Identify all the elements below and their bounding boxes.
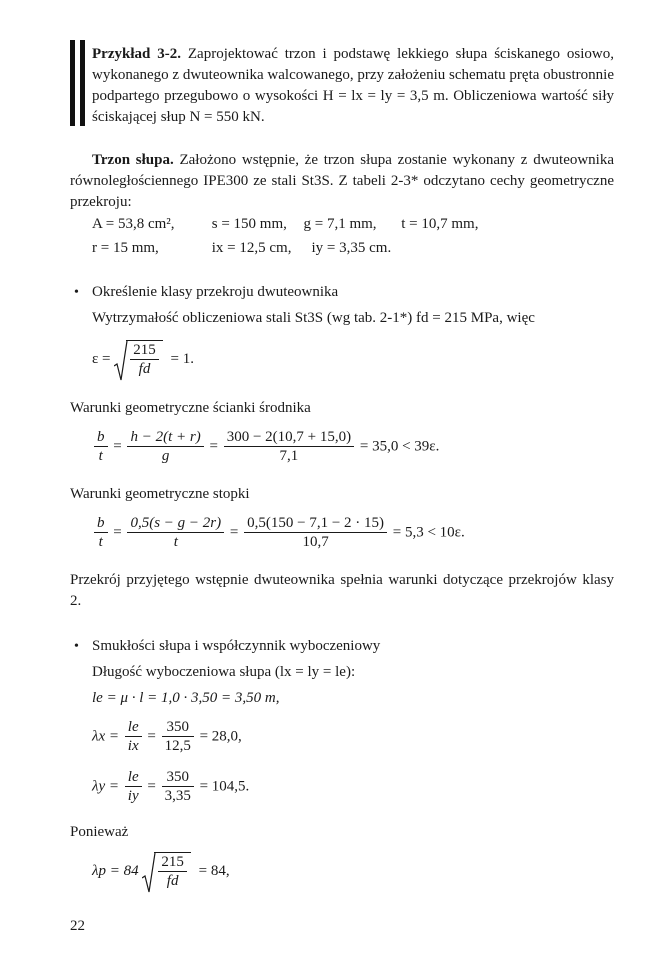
- lambda-y-f1-den: iy: [125, 786, 142, 805]
- web-equation: $\frac{b}{t}$ = $\frac{h - 2(t + r)}{g}$ = $\frac{300 - 2(10,7 + 15,0)}{7,1}$ = 35,0 < 39ε.: [92, 428, 439, 465]
- lambda-x-f1-num: le: [127, 719, 139, 735]
- geom-iy: iy = 3,35 cm.: [311, 240, 392, 256]
- eps-rhs: = 1.: [170, 351, 194, 367]
- flange-heading: Warunki geometryczne stopki: [70, 486, 250, 502]
- flange-f2-den: t: [127, 532, 224, 551]
- flange-equation: $\frac{b}{t}$ = $\frac{0,5(s - g - 2r)}{t}$ = $\frac{0,5(150 - 7,1 - 2 \cdot 15)}{10,7}$ = 5,3 < 10ε.: [92, 514, 465, 551]
- le-equation: le = μ · l = 1,0 · 3,50 = 3,50 m,: [92, 690, 280, 706]
- ponieważ-label: Ponieważ: [70, 824, 129, 840]
- lambda-p-sqrt: [142, 852, 191, 890]
- flange-f1-num: b: [97, 515, 105, 531]
- lambda-x-f2-num: 350: [166, 719, 189, 735]
- lambda-x-equation: λx = $\frac{le}{ix}$ = $\frac{350}{12,5}$ = 28,0,: [92, 719, 242, 754]
- section2-heading: Smukłości słupa i współczynnik wyboczeniowy: [92, 638, 381, 654]
- margin-bar-left: [70, 40, 75, 126]
- section1-text: Wytrzymałość obliczeniowa stali St3S (wg tab. 2-1*) fd = 215 MPa, więc: [92, 310, 535, 326]
- lambda-y-f2-num: 350: [166, 769, 189, 785]
- geometry-row-2: [92, 238, 391, 259]
- geom-r: r = 15 mm,: [92, 240, 159, 256]
- lambda-x-lhs: λx =: [92, 728, 120, 745]
- eps-den: fd: [130, 359, 159, 378]
- margin-bar-right: [80, 40, 85, 126]
- lambda-p-num: 215: [161, 854, 184, 870]
- flange-f1-den: t: [94, 532, 108, 551]
- lambda-p-equation: [92, 852, 230, 890]
- lambda-y-f2-den: 3,35: [162, 786, 194, 805]
- sqrt-sign-icon: [114, 340, 128, 382]
- trzon-text: Założono wstępnie, że trzon słupa zostanie wykonany z dwuteownika równoległościennego IPE300 ze stali St3S. Z tabeli 2-3* odczytano cechy geometryczne przekroju:: [70, 152, 615, 210]
- lambda-x-result: = 28,0,: [199, 728, 242, 745]
- lambda-y-lhs: λy =: [92, 778, 120, 795]
- flange-f2-num: 0,5(s − g − 2r): [130, 515, 222, 531]
- lambda-y-f1-num: le: [127, 769, 139, 785]
- flange-result: = 5,3 < 10ε.: [392, 524, 465, 541]
- eps-lhs: ε =: [92, 351, 111, 367]
- flange-f3-num: 0,5(150 − 7,1 − 2 · 15): [247, 515, 385, 531]
- web-f3-den: 7,1: [224, 446, 354, 465]
- bullet-1: •: [74, 285, 79, 300]
- page-number: 22: [70, 918, 85, 934]
- lambda-p-den: fd: [158, 871, 187, 890]
- sqrt-sign-icon: [142, 852, 156, 894]
- example-text: Zaprojektować trzon i podstawę lekkiego słupa ściskanego osiowo, wykonanego z dwuteownika walcowanego, przy założeniu schematu pręta obustronnie podpartego przegubowo o wysokości H = lx = ly = 3,5 m. Obliczeniowa wartość siły ściskającej słup N = 550 kN.: [92, 46, 615, 125]
- web-f1-num: b: [97, 429, 105, 445]
- web-f3-num: 300 − 2(10,7 + 15,0): [226, 429, 352, 445]
- lambda-x-f1-den: ix: [125, 736, 142, 755]
- geom-A: A = 53,8 cm²,: [92, 216, 175, 232]
- flange-f3-den: 10,7: [244, 532, 387, 551]
- eps-sqrt: [114, 340, 163, 378]
- web-f2-den: g: [127, 446, 203, 465]
- section1-heading: Określenie klasy przekroju dwuteownika: [92, 284, 339, 300]
- lambda-p-lhs: λp = 84: [92, 863, 139, 879]
- geom-g: g = 7,1 mm,: [303, 216, 377, 232]
- geom-t: t = 10,7 mm,: [401, 216, 479, 232]
- geom-s: s = 150 mm,: [211, 216, 287, 232]
- example-label: Przykład 3-2.: [92, 46, 181, 62]
- web-f1-den: t: [94, 446, 108, 465]
- lambda-x-f2-den: 12,5: [162, 736, 194, 755]
- example-statement: [92, 44, 614, 128]
- bullet-2: •: [74, 639, 79, 654]
- web-result: = 35,0 < 39ε.: [359, 438, 440, 455]
- lambda-y-equation: λy = $\frac{le}{iy}$ = $\frac{350}{3,35}$ = 104,5.: [92, 769, 250, 804]
- eps-num: 215: [133, 342, 156, 358]
- section2-text: Długość wyboczeniowa słupa (lx = ly = le):: [92, 664, 356, 680]
- eq-epsilon: [92, 340, 194, 378]
- web-f2-num: h − 2(t + r): [130, 429, 201, 445]
- trzon-paragraph: [70, 150, 614, 213]
- geom-ix: ix = 12,5 cm,: [211, 240, 292, 256]
- conclusion: Przekrój przyjętego wstępnie dwuteownika spełnia warunki dotyczące przekrojów klasy 2.: [70, 572, 614, 609]
- geometry-row-1: [92, 214, 478, 235]
- lambda-y-result: = 104,5.: [199, 778, 250, 795]
- web-heading: Warunki geometryczne ścianki środnika: [70, 400, 311, 416]
- lambda-p-rhs: = 84,: [198, 863, 230, 879]
- trzon-label: Trzon słupa.: [92, 152, 174, 168]
